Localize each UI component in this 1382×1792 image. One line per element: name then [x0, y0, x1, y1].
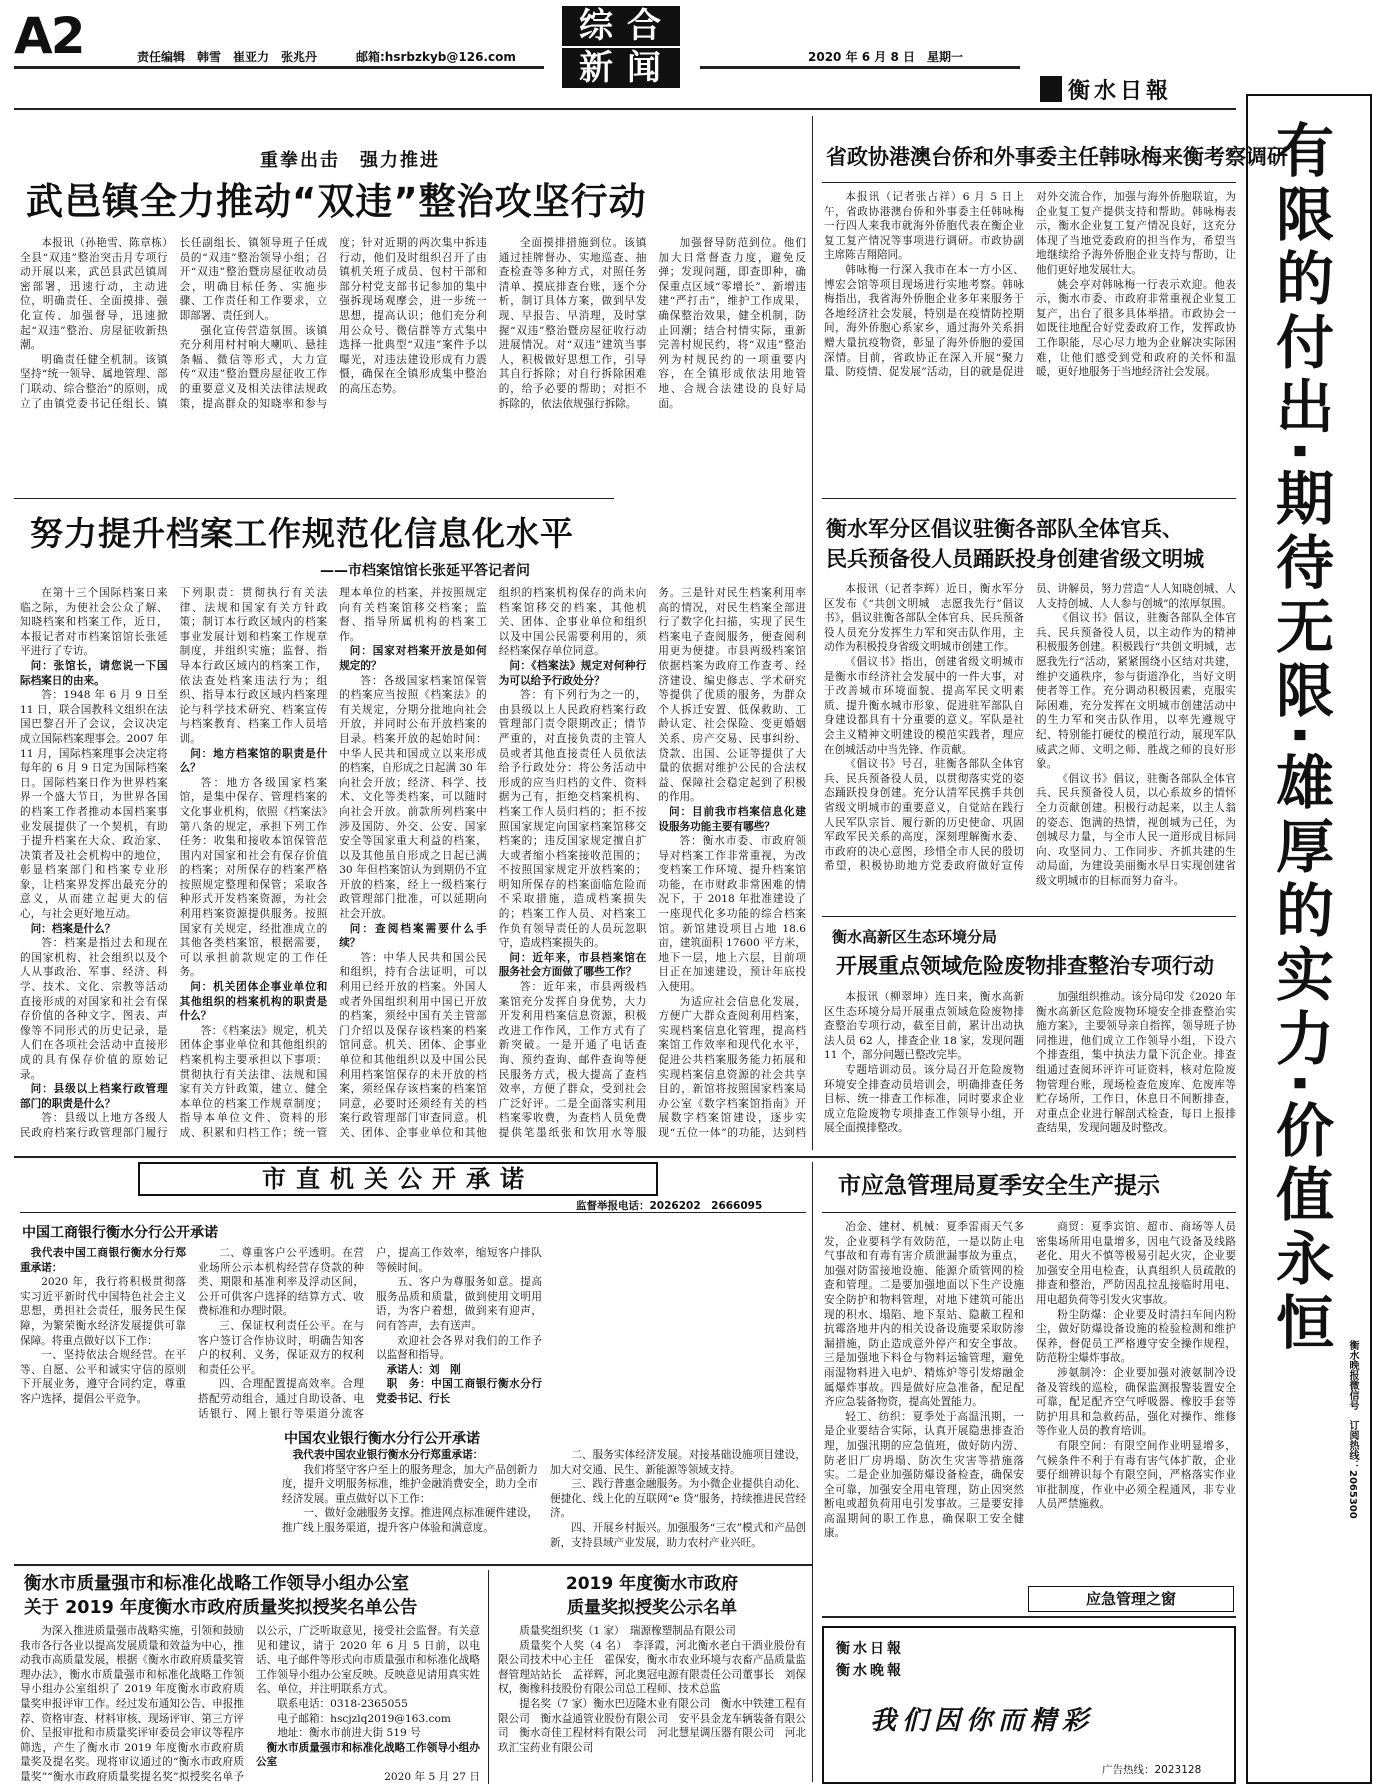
section-logo-bottom: 新闻	[562, 48, 680, 88]
article2-question: 问：目前我市档案信息化建设服务功能主要有哪些？	[658, 805, 806, 833]
article3-title: 省政协港澳台侨和外事委主任韩咏梅来衡考察调研	[826, 145, 1288, 169]
notice-title-line2: 关于 2019 年度衡水市政府质量奖拟授奖名单公告	[24, 1598, 418, 1618]
notice-date: 2020 年 5 月 27 日	[384, 1770, 480, 1783]
notice-top-rule	[14, 1564, 812, 1566]
masthead-rule	[14, 66, 544, 69]
ad-top-rule	[822, 1616, 1236, 1618]
article2-subtitle: ——市档案馆馆长张延平答记者问	[320, 563, 530, 579]
notice-signer: 衡水市质量强市和标准化战略工作领导小组办公室	[256, 1741, 480, 1769]
pledges-banner-text: 市直机关公开承诺	[262, 1165, 534, 1193]
masthead-rule-bottom	[14, 108, 1236, 110]
notice-divider	[488, 1570, 489, 1784]
article2-para: 为适应社会信息化发展，方便广大群众查阅利用档案，实现档案信息化管理，提高档案馆工作效率和现代化水平，促进公共档案服务能力拓展和实现档案信息资源的社会共享目的，新馆将按照国家档案局办公室《数字档案馆指南》开展数字档案馆建设，逐步实现“五位一体”的功能，达到档	[658, 995, 806, 1139]
article5-para: 本报讯（柳翠坤）连日来，衡水高新区生态环境分局开展重点领域危险废物排查整治专项行动，截至目前，累计出动执法人员 62 人，排查企业 18 家，发现问题 11 个，部分问题已整改完毕。	[824, 991, 1024, 1062]
article2-para: 答：地方各级国家档案馆，是集中保存、管理档案的文化事业机构，依照《档案法》第八条的规定，承担下列工作任务：收集和接收本馆保管范围内对国家和社会有保存价值的档案；对所保存的档案严格按照规定整理和保管；采取各种形式开发档案资源，为社会利用档案资源提供服务。按照国家有关规定，经批准成立的其他各类档案馆，根据需要，可以承担前款规定的工作任务。	[179, 776, 328, 979]
article2-question: 问：国家对档案开放是如何规定的？	[339, 645, 487, 672]
article1-para: 本报讯（孙艳雪、陈章栋）全县“双违”整治突击月专项行动开展以来，武邑县武邑镇周密部署，迅速行动，主动进位，明确责任、全面摸排、强化宣传、加强督导，迅速掀起“双违”整治、房屋征收新热潮。	[20, 237, 168, 352]
abc-para: 三、践行普惠金融服务。为小微企业提供自动化、便捷化、线上化的互联网“e 贷”服务，持续推进民营经济。	[550, 1478, 806, 1520]
article2-question: 问：查阅档案需要什么手续？	[339, 922, 487, 950]
article4-para: 《倡议书》号召，驻衡各部队全体官兵、民兵预备役人员，以贯彻落实党的姿态踊跃投身创建。充分认清军民携手共创省级文明城市的重要意义，自觉站在践行人民军队宗旨、履行新的历史使命、巩固军政军民关系的高度，深刻理解衡水委、市政府的决心意图，珍惜全市人民的殷切希望，积极协助地方党委政府做好宣传员、讲解员，努力营造“人人知晓创城、人人支持创城、人人参与创城”的浓厚氛围。	[824, 583, 1236, 873]
icbc-para: 一、坚持依法合规经营。在平等、自愿、公平和诚实守信的原则下开展业务，遵守合同约定，尊重客户选择，提倡公平竞争。	[20, 1349, 186, 1405]
article3-body	[824, 190, 1236, 490]
icbc-title: 中国工商银行衡水分行公开承诺	[22, 1225, 218, 1241]
article4-para: 《倡议书》倡议，驻衡各部队全体官兵、民兵预备役人员，以主动作为的精神积极服务创建。积极践行“共创文明城，志愿我先行”活动，紧紧围绕小区结对共建，维护交通秩序，参与街道净化，当好文明使者等工作。充分调动积极因素，克服实际困难，充分发挥在文明城市创建活动中的生力军和突击队作用，以率先遵规守纪、特别能打硬仗的模范行动，展现军队威武之师、文明之师、胜战之师的良好形象。	[1036, 612, 1236, 771]
notice-title-line1: 衡水市质量强市和标准化战略工作领导小组办公室	[24, 1574, 409, 1594]
abc-body	[282, 1448, 806, 1558]
article1-para: 强化宣传营造氛围。该镇充分利用村村响大喇叭、悬挂条幅、微信等形式，大力宣传“双违”整治暨房屋征收工作的重要意义及相关法律法规政策，提高群众的知晓率和参与度；针对近期的两次集中拆违行动，他们及时组织召开了由镇机关班子成员、包村干部和部分村党支部书记参加的集中强拆现场观摩会，进一步统一思想，提高认识；他们充分利用公众号、微信群等方式集中选择一批典型“双违”案件予以曝光，对违法建设形成有力震慑，确保在全镇形成集中整治的高压态势。	[179, 237, 487, 410]
article2-para: 在第十三个国际档案日来临之际，为使社会公众了解、知晓档案和档案工作，近日，本报记者对市档案馆馆长张延平进行了专访。	[20, 587, 168, 658]
article5-para: 加强组织推动。该分局印发《2020 年衡水高新区危险废物环境安全排查整治实施方案》，主要领导亲自指挥，领导班子协同推进，他们成立工作领导小组，下设六个排查组，集中执法力量下沉企业。排查组通过查阅环评许可证资料，核对危险废物管理台账，现场检查危废库、危废库等贮存场所，工作日，休息日不间断排查，对重点企业进行解剖式检查，每日上报排查结果，发现问题及时整改。	[1036, 991, 1236, 1135]
article6-para: 轻工、纺织：夏季处于高温汛期，一是企业要结合实际，认真开展隐患排查治理，加强汛期的应急值班，做好防内涝、防老旧厂房坍塌、防次生灾害等措施落实。二是企业加强防爆设备检查，确保安全可靠，加强安全用电管理，防止因突然断电或超负荷用电引发事故。三是要安排高温期间的职工作息，确保职工安全健康。	[824, 1410, 1024, 1540]
icbc-body	[20, 1246, 542, 1428]
ad-slogan: 我们因你而精彩	[870, 1706, 1095, 1736]
article2-para: 答：各级国家档案馆保管的档案应当按照《档案法》的有关规定，分期分批地向社会开放，并同时公布开放档案的目录。档案开放的起始时间：中华人民共和国成立以来形成的档案，自形成之日起满 30 年向社会开放；经济、科学、技术、文化等类档案，可以随时向社会开放。前款所列档案中涉及国防、外交、公安、国家安全等国家重大利益的档案，以及其他虽自形成之日起已满 30 年但档案馆认为到期仍不宜开放的档案，经上一级档案行政管理部门批准，可以延期向社会开放。	[339, 674, 487, 921]
article5-body	[824, 990, 1236, 1150]
editors: 责任编辑 韩雪 崔亚力 张兆丹	[137, 50, 318, 64]
article2-body	[20, 586, 806, 1150]
icbc-para: 承诺人：刘 刚	[386, 1363, 461, 1376]
article2-para: 答：有下列行为之一的，由县级以上人民政府档案行政管理部门责令限期改正；情节严重的，对直接负责的主管人员或者其他直接责任人员依法给予行政处分：将公务活动中形成的应当归档的文件、资料据为己有，拒绝交档案机构、档案工作人员归档的；拒不按照国家规定向国家档案馆移交档案的；违反国家规定擅自扩大或者缩小档案接收范围的；不按照国家规定开放档案的；明知所保存的档案面临危险而不采取措施，造成档案损失的；档案工作人员、对档案工作负有领导责任的人员玩忽职守，造成档案损失的。	[498, 689, 647, 950]
masthead-rule-right	[700, 66, 1020, 69]
article6-para: 粉尘防爆：企业要及时清扫车间内粉尘，做好防爆设备设施的检验检测和维护保养，督促员工严格遵守安全操作规程，防范粉尘爆炸事故。	[1036, 1308, 1236, 1365]
icbc-para: 二、尊重客户公平透明。在营业场所公示本机构经营存贷款的种类、期限和基准利率及浮动区间，公开可供客户选择的结算方式、收费标准和办理时限。	[198, 1247, 364, 1318]
award-item: 质量奖组织奖（1 家） 瑞源橡塑制品有限公司	[519, 1625, 736, 1637]
article6-body	[824, 1220, 1236, 1584]
icbc-para: 2020 年，我行将积极贯彻落实习近平新时代中国特色社会主义思想，勇担社会责任，服务民生保障，为繁荣衡水经济发展提供可靠保障。将重点做好以下工作：	[20, 1276, 186, 1347]
abc-title: 中国农业银行衡水分行公开承诺	[284, 1431, 480, 1447]
award-item: 质量奖个人奖（4 名） 李泽霞，河北衡水老白干酒业股份有限公司技术中心主任 霍保安，衡水市农业环境与农畜产品质量监督管理站站长 孟祥辉，河北奥冠电源有限责任公司董事长 刘保权，衡橡科技股份有限公司总工程师、技术总监	[498, 1639, 806, 1696]
icbc-para: 五、客户为尊服务如意。提高服务品质和质量，做到使用文明用语，为客户着想，做到来有迎声，问有答声，去有送声。	[376, 1276, 542, 1332]
lower-column-rule	[812, 1162, 813, 1782]
article1-bottom-rule	[14, 498, 614, 499]
article2-para: 答：县级以上地方各级人民政府档案行政管理部门履行下列职责：贯彻执行有关法律、法规和国家有关方针政策；制订本行政区域内的档案事业发展计划和档案工作规章制度，并组织实施；监督、指导本行政区域内的档案工作，依法查处档案违法行为；组织、指导本行政区域内档案理论与科学技术研究、档案宣传与档案教育、档案工作人员培训。	[20, 587, 328, 1139]
abc-para: 我们将坚守客户至上的服务理念，加大产品创新力度，提升文明服务标准，维护金融消费安全，助力全市经济发展。重点做好以下工作：	[282, 1463, 538, 1505]
article5-title: 开展重点领域危险废物排查整治专项行动	[836, 954, 1214, 978]
article2-question: 问：地方档案馆的职责是什么？	[179, 747, 328, 775]
article2-para: 答：《档案法》规定，机关团体企事业单位和其他组织的档案机构主要承担以下事项：贯彻执行有关法律、法规和国家有关方针政策，建立、健全本单位的档案工作规章制度；指导本单位文件、资料的形成、积累和归档工作；统一管理本单位的档案，并按照规定向有关档案馆移交档案；监督、指导所属机构的档案工作。	[179, 587, 487, 1139]
notice-para: 为深入推进质量强市战略实施，引领和鼓励我市各行各业以提高发展质量和效益为中心，推动我市高质量发展，根据《衡水市政府质量奖管理办法》，衡水市质量强市和标准化战略工作领导小组办公室组织了 2019 年度衡水市政府质量奖申报评审工作。经过发布通知公告、申报推荐、资格审查、材料审核、现场评审、第三方评价、呈报审批和市质量奖评审委员会审议等程序筛选，产生了衡水市 2019 年度衡水市政府质量奖及提名奖。现将审议通过的“衡水市政府质量奖”“衡水市政府质量奖提名奖”拟授奖名单予以公示，广泛听取意见，接受社会监督。有关意见和建议，请于 2020 年 6 月 5 日前，以电话、电子邮件等形式向市质量强市和标准化战略工作领导小组办公室反映。反映意见请用真实姓名、单位，并注明联系方式。	[20, 1625, 480, 1783]
abc-para: 我代表中国农业银行衡水分行郑重承诺：	[292, 1449, 484, 1461]
paper-name-bar	[1040, 76, 1062, 102]
notice-contact: 地址：衡水市前进大街 519 号	[277, 1727, 421, 1740]
article2-para: 答：1948 年 6 月 9 日至 11 日，联合国教科文组织在法国巴黎召开了会议，会议决定成立国际档案理事会。2007 年 11 月，国际档案理事会决定将每年的 6 月 9 日定为国际档案日。国际档案日作为世界档案界一个盛大节日，为世界各国的档案工作者推动本国档案事业发展提供了一个契机，有助于提升档案在大众、政治家、决策者及社会机构中的地位，彰显档案部门和档案专业形象，让档案界发挥出最充分的意义，从而建立起更大的信心，与社会更好地互动。	[20, 689, 168, 921]
notice-body	[20, 1624, 480, 1786]
article2-question: 问：张馆长，请您说一下国际档案日的由来。	[20, 659, 168, 687]
article2-question: 问：《档案法》规定对何种行为可以给予行政处分？	[498, 659, 647, 687]
award-title-line2: 质量奖拟授奖公示名单	[567, 1598, 737, 1618]
pledges-rule	[20, 1212, 806, 1213]
section-logo-top: 综合	[562, 6, 680, 46]
section-logo	[562, 6, 680, 88]
abc-para: 四、开展乡村振兴。加强服务“三农”模式和产品创新，支持县域产业发展，助力农村产业兴旺。	[550, 1521, 806, 1549]
article5-para: 专题培训动员。该分局召开危险废物环境安全排查动员培训会，明确排查任务目标、统一排查工作标准，同时要求企业成立危险废物专项排查工作领导小组，开展全面摸排整改。	[824, 1063, 1024, 1135]
award-item: 提名奖（7 家）衡水巴迈隆木业有限公司 衡水中铁建工程有限公司 衡水益通管业股份有限公司 安平县金龙车辆装备有限公司 衡水奇佳工程材料有限公司 河北慧星调压器有限公司 河北玖汇宝药业有限公司	[498, 1697, 806, 1754]
article2-para: 答：衡水市委、市政府领导对档案工作非常重视，为改变档案工作环境、提升档案馆功能，在市财政非常困难的情况下，于 2018 年批准建设了一座现代化多功能的综合档案馆。新馆建设项目占地 18.6 亩，建筑面积 17600 平方米，地下一层，地上六层，目前项目正在加速建设，预计年底投入使用。	[658, 835, 806, 994]
article6-para: 涉氨制冷：企业要加强对液氨制冷设备及管线的巡检，确保监测报警装置安全可靠，配足配齐空气呼吸器、橡胶手套等防护用具和急救药品，强化对操作、维修等作业人员的教育培训。	[1036, 1366, 1236, 1438]
article1-kicker: 重拳出击 强力推进	[260, 150, 440, 171]
award-body	[498, 1624, 806, 1786]
notice-contact: 联系电话：0318-2365055	[277, 1697, 408, 1710]
email: 邮箱:hsrbzkyb@126.com	[356, 50, 516, 64]
icbc-para: 欢迎社会各界对我们的工作予以监督和指导。	[376, 1334, 542, 1362]
article1-para: 明确责任健全机制。该镇坚持“统一领导、属地管理、部门联动、综合整治”的原则，成立了由镇党委书记任组长、镇长任副组长、镇领导班子任成员的“双违”整治领导小组；召开“双违”整治暨房屋征收动员会，明确目标任务、实施步骤、工作责任和工作要求，立即部署、责任到人。	[20, 237, 328, 410]
abc-para: 二、服务实体经济发展。对接基础设施项目建设，加大对交通、民生、新能源等领域支持。	[550, 1449, 806, 1476]
article4-para: 本报讯（记者李辉）近日，衡水军分区发布《“共创文明城 志愿我先行”倡议书》，倡议驻衡各部队全体官兵、民兵预备役人员充分发挥生力军和突击队作用，主动作为积极投身省级文明城市创建工作。	[824, 583, 1024, 654]
article2-question: 问：县级以上档案行政管理部门的职责是什么？	[20, 1083, 168, 1110]
icbc-para: 四、合理配置提高效率。合理搭配劳动组合，通过自助设备、电话银行、网上银行等渠道分流客户，提高工作效率，缩短客户排队等候时间。	[198, 1247, 542, 1420]
article4-title-line1: 衡水军分区倡议驻衡各部队全体官兵、	[826, 517, 1183, 541]
article6-para: 有限空间：有限空间作业明显增多，气候条件不利于有毒有害气体扩散，企业要仔细辨识每个有限空间，严格落实作业审批制度，作业中必须全程通风，非专业人员严禁施救。	[1036, 1439, 1236, 1511]
article3-para: 本报讯（记者张占祥）6 月 5 日上午，省政协港澳台侨和外事委主任韩咏梅一行四人来我市就海外侨胞代表在衡企业复工复产情况等事项进行调研。市政协副主席陈吉翔陪同。	[824, 191, 1024, 262]
article2-question: 问：档案是什么？	[30, 922, 116, 935]
icbc-para: 三、保证权利责任公平。在与客户签订合作协议时，明确告知客户的权利、义务，保证双方的权利和责任公平。	[198, 1319, 364, 1376]
article2-para: 答：档案是指过去和现在的国家机构、社会组织以及个人从事政治、军事、经济、科学、技术、文化、宗教等活动直接形成的对国家和社会有保存价值的各种文字、图表、声像等不同形式的历史记录，是人们在各项社会活动中直接形成的具有保存价值的原始记录。	[20, 937, 168, 1081]
article4-title-line2: 民兵预备役人员踊跃投身创建省级文明城	[826, 547, 1204, 571]
article2-question: 问：近年来，市县档案馆在服务社会方面做了哪些工作？	[498, 951, 647, 979]
article1-para: 加强督导防范到位。他们加大日常督查力度，避免反弹；发现问题，即查即种，确保重点区域“零增长”、新增违建“严打击”，维护工作成果，确保整治效果，健全机制，防止回潮；结合村情实际，重新完善村规民约，将“双违”整治列为村规民约的一项重要内容，在全镇形成依法用地管地、合规合法建设的良好局面。	[658, 237, 806, 410]
ad-paper-2: 衡水晚報	[836, 1663, 904, 1679]
center-column-rule	[812, 116, 813, 1150]
article1-body	[20, 236, 806, 492]
abc-para: 一、做好金融服务支撑。推进网点标准硬件建设，推广线上服务渠道，提升客户体验和满意度。	[282, 1507, 538, 1534]
article3-para: 姚会亭对韩咏梅一行表示欢迎。他表示，衡水市委、市政府非常重视企业复工复产，出台了很多具体举措。市政协会一如既往地配合好党委政府工作，发挥政协工作职能，尽心尽力地为企业解决实际困难，让他们感受到党和政府的关怀和温暖，更好地服务于当地经济社会发展。	[1036, 278, 1236, 379]
article6-column-tag-text: 应急管理之窗	[1085, 1590, 1176, 1608]
article3-title-rule	[822, 182, 1236, 183]
icbc-para: 我代表中国工商银行衡水分行郑重承诺：	[20, 1247, 186, 1274]
article4-body	[824, 582, 1236, 910]
slogan-text: 有限的付出·期待无限·雄厚的实力·价值永恒	[1266, 120, 1334, 1357]
article5-kicker: 衡水高新区生态环境分局	[832, 928, 998, 946]
mid-page-rule	[14, 1156, 1236, 1158]
article4-bottom-rule	[822, 916, 1236, 917]
article4-para: 《倡议书》指出，创建省级文明城市是衡水市经济社会发展中的一件大事，对于改善城市环境面貌、提高军民文明素质、提升衡水城市形象、促进驻军部队自身建设都具有十分重要的意义。军队是社会主义精神文明建设的模范实践者，理应在创城活动中当先锋、作贡献。	[824, 655, 1024, 756]
article2-para: 答：近年来，市县两级档案馆充分发挥自身优势，大力开发利用档案信息资源，积极改进工作作风，工作方式有了新突破。一是开通了电话查询、预约查询、邮件查询等便民服务方式，极大提高了查档效率，方便了群众，受到社会广泛好评。二是全面落实利用档案零收费，为查档人员免费提供笔墨纸张和饮用水等服务。三是针对民生档案利用率高的情况，对民生档案全部进行了数字化扫描，实现了民生档案电子查阅服务，便查阅利用更为便捷。市县两级档案馆依据档案为政府工作查考、经济建设、编史修志、学术研究等提供了优质的服务，为群众个人拆迁安置、低保救助、工龄认定、社会保险、变更婚姻关系、房产交易、民事纠纷、贷款、出国、公证等提供了大量的依据对维护公民的合法权益、保障社会稳定起到了积极的作用。	[498, 587, 806, 1139]
article3-bottom-rule	[822, 498, 1236, 499]
ad-hotline: 广告热线：2023128	[1102, 1764, 1202, 1776]
paper-name-logo: 衡水日報	[1068, 78, 1173, 104]
article2-title: 努力提升档案工作规范化信息化水平	[30, 514, 574, 553]
issue-date: 2020 年 6 月 8 日 星期一	[808, 50, 963, 64]
pledges-hotline: 监督举报电话：2026202 2666095	[576, 1200, 763, 1212]
slogan-side-note: 衡水晚报微信号 订阅热线：2065300	[1347, 1340, 1358, 1519]
article6-title-rule	[822, 1212, 1236, 1213]
ad-paper-1: 衡水日報	[836, 1641, 904, 1657]
page-number: A2	[14, 7, 84, 65]
article6-para: 冶金、建材、机械：夏季雷雨天气多发，企业要科学有效防范，一是以防止电气事故和有毒有害介质泄漏事故为重点，加强对防雷接地设施、能源介质管网的检查和管理。二是要加强地面以下生产设施安全防护和物料管理，对地下建筑可能出现的积水、塌陷、地下泵站、隐蔽工程和抗霉洛地井内的相关设备设施要采取防渗漏措施，防止造成意外停产和安全事故。三是加强地下料仓与物料运输管理，避免雨湿物料进入电炉、精炼炉等引发熔融金属爆炸事故。四是做好应急准备，配足配齐应急装备物资，提高处置能力。	[824, 1221, 1024, 1409]
article6-title: 市应急管理局夏季安全生产提示	[838, 1173, 1160, 1199]
notice-contact: 电子邮箱：hscjzlq2019@163.com	[277, 1712, 451, 1725]
article1-title: 武邑镇全力推动“双违”整治攻坚行动	[26, 180, 647, 223]
article6-para: 商贸：夏季宾馆、超市、商场等人员密集场所用电量增多，因电气设备及线路老化、用火不慎等极易引起火灾，企业要加强安全用电检查，认真组织人员疏散的排查和整治，严防因乱拉乱接临时用电、用电超负荷等引发火灾事故。	[1036, 1221, 1236, 1306]
icbc-para: 职 务：中国工商银行衡水分行党委书记、行长	[376, 1378, 542, 1405]
award-title-line1: 2019 年度衡水市政府	[565, 1574, 739, 1594]
article4-para: 《倡议书》倡议，驻衡各部队全体官兵、民兵预备役人员，以心系故乡的情怀全力贡献创建。积极行动起来，以主人翁的姿态、饱满的热情，视创城为己任，为创城尽力量，与全市人民一道形成目标同向、攻坚同力、工作同步、齐抓共建的生动局面，为建设美丽衡水早日实现创建省级文明城市的目标而努力奋斗。	[1036, 772, 1236, 887]
article1-para: 全面摸排措施到位。该镇通过挂牌督办、实地巡查、抽查检查等多种方式，对照任务清单、摸底排查台账，逐个分析，制订具体方案，做到早发现、早报告、早消理，及时掌握“双违”整治暨房屋征收行动进展情况。对“双违”建筑当事人，积极做好思想工作，引导其自行拆除；对自行拆除困难的，给予必要的帮助；对拒不拆除的，依法依规强行拆除。	[498, 237, 647, 410]
article2-question: 问：机关团体企事业单位和其他组织的档案机构的职责是什么？	[179, 981, 328, 1023]
article2-para: 答：中华人民共和国公民和组织，持有合法证明，可以利用已经开放的档案。外国人或者外国组织利用中国已开放的档案，须经中国有关主管部门介绍以及保存该档案的档案馆同意。机关、团体、企事业单位和其他组织以及中国公民利用档案馆保存的未开放的档案，须经保存该档案的档案馆同意，必要时还须经有关的档案行政管理部门审查同意。机关、团体、企事业单位和其他组织的档案机构保存的尚未向档案馆移交的档案，其他机关、团体、企事业单位和组织以及中国公民需要利用的，须经档案保存单位同意。	[339, 587, 647, 1139]
article3-para: 韩咏梅一行深入我市在本一方小区、博宏会馆等项目现场进行实地考察。韩咏梅指出，我省海外侨胞企业多年来服务于各地经济社会发展，特别是在疫情防控期间，海外侨胞心系家乡，通过海外关系捐赠大量抗疫物资，彰显了海外侨胞的爱国深情。目前，省政协正在深入开展“聚力量、防疫情、促发展”活动，目的就是促进对外交流合作，加强与海外侨胞联谊，为企业复工复产提供支持和帮助。韩咏梅表示，衡水企业复工复产情况良好，这充分体现了当地党委政府的担当作为，希望当地继续给予海外侨胞企业支持与帮助，让他们更好地发展壮大。	[824, 191, 1236, 379]
